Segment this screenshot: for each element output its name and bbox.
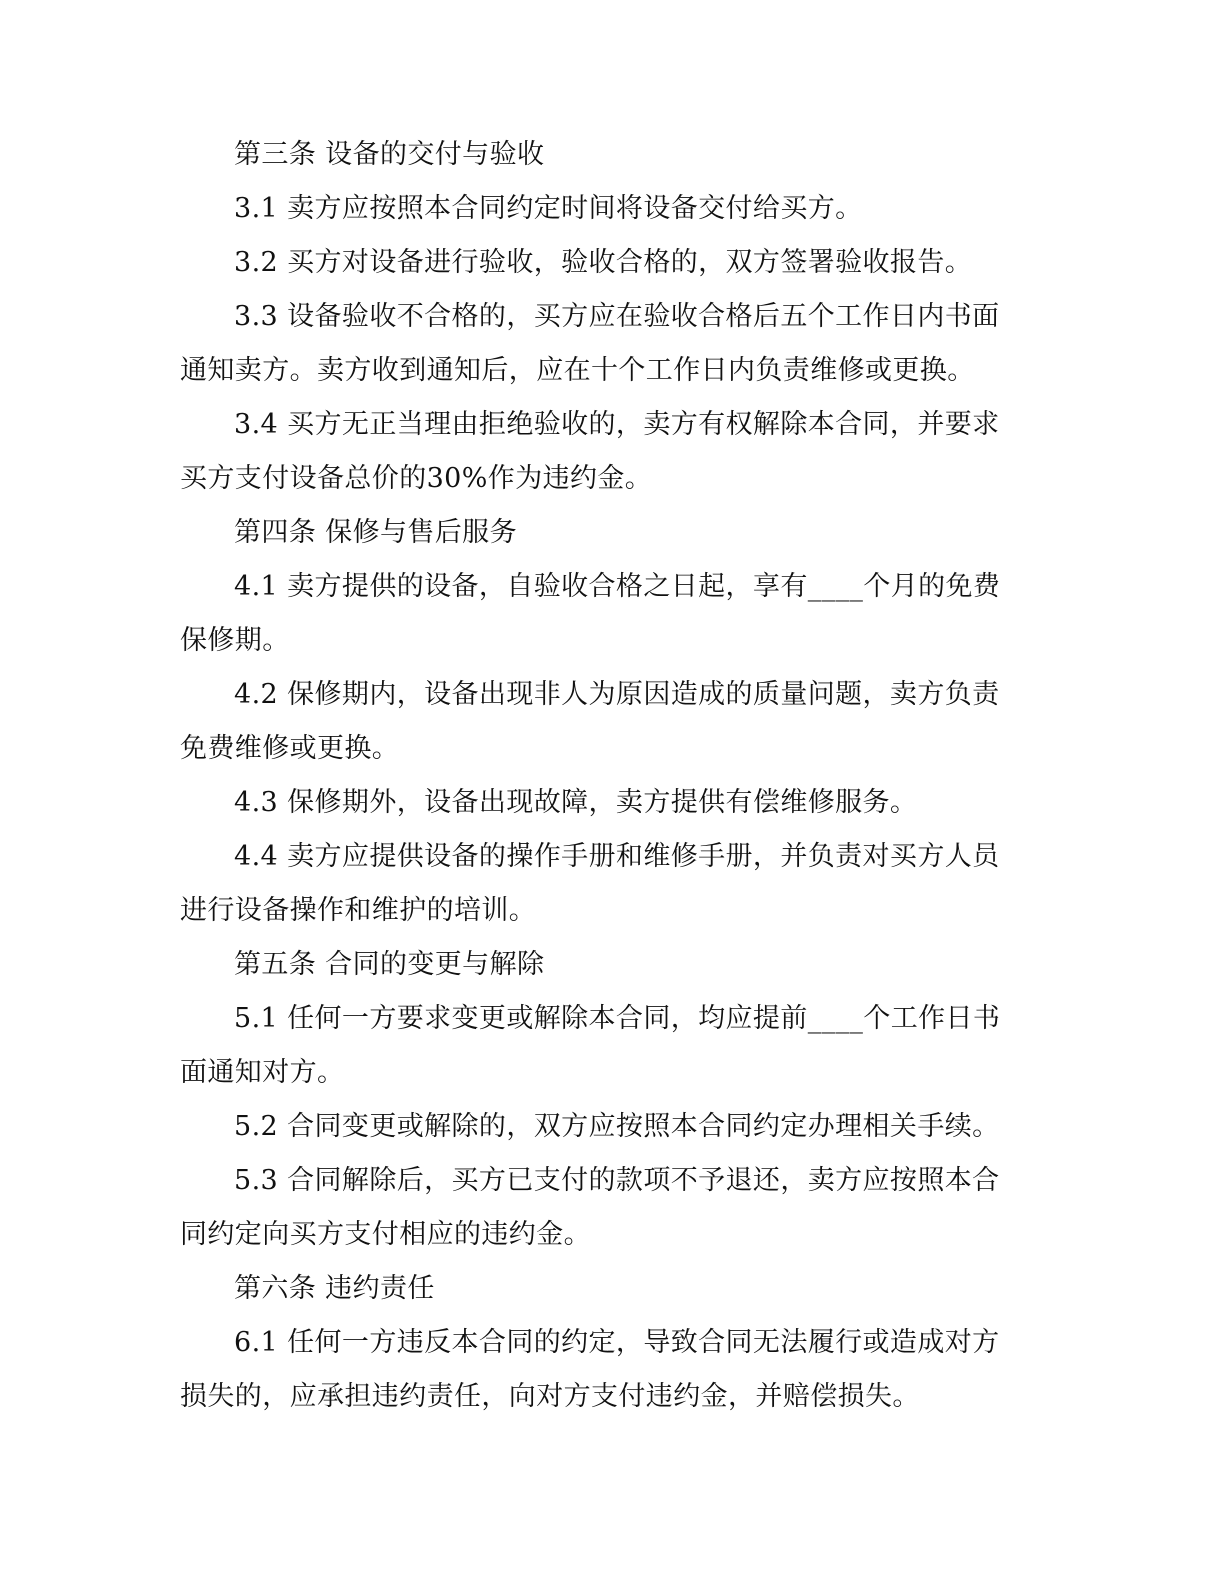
clause-3-1: 3.1 卖方应按照本合同约定时间将设备交付给买方。 (234, 193, 863, 224)
clause-4-4: 4.4 卖方应提供设备的操作手册和维修手册，并负责对买方人员进行设备操作和维护的培训。 (180, 841, 1000, 926)
clause-3-2: 3.2 买方对设备进行验收，验收合格的，双方签署验收报告。 (234, 247, 973, 278)
clause-5-3: 5.3 合同解除后，买方已支付的款项不予退还，卖方应按照本合同约定向买方支付相应的违约金。 (180, 1165, 1000, 1250)
article-3-heading: 第三条 设备的交付与验收 (234, 139, 545, 170)
clause-5-1: 5.1 任何一方要求变更或解除本合同，均应提前____个工作日书面通知对方。 (180, 1003, 1001, 1088)
article-6-heading: 第六条 违约责任 (234, 1273, 435, 1304)
clause-4-1: 4.1 卖方提供的设备，自验收合格之日起，享有____个月的免费保修期。 (180, 571, 1001, 656)
clause-3-3: 3.3 设备验收不合格的，买方应在验收合格后五个工作日内书面通知卖方。卖方收到通知后，应在十个工作日内负责维修或更换。 (180, 301, 1000, 386)
clause-4-2: 4.2 保修期内，设备出现非人为原因造成的质量问题，卖方负责免费维修或更换。 (180, 679, 1000, 764)
clause-6-1: 6.1 任何一方违反本合同的约定，导致合同无法履行或造成对方损失的，应承担违约责任，向对方支付违约金，并赔偿损失。 (180, 1327, 1000, 1412)
article-4-heading: 第四条 保修与售后服务 (234, 517, 517, 548)
clause-4-3: 4.3 保修期外，设备出现故障，卖方提供有偿维修服务。 (234, 787, 918, 818)
clause-3-4: 3.4 买方无正当理由拒绝验收的，卖方有权解除本合同，并要求买方支付设备总价的30%作为违约金。 (180, 409, 1000, 494)
document-page (180, 128, 1012, 1424)
article-5-heading: 第五条 合同的变更与解除 (234, 949, 545, 980)
clause-5-2: 5.2 合同变更或解除的，双方应按照本合同约定办理相关手续。 (234, 1111, 1000, 1142)
